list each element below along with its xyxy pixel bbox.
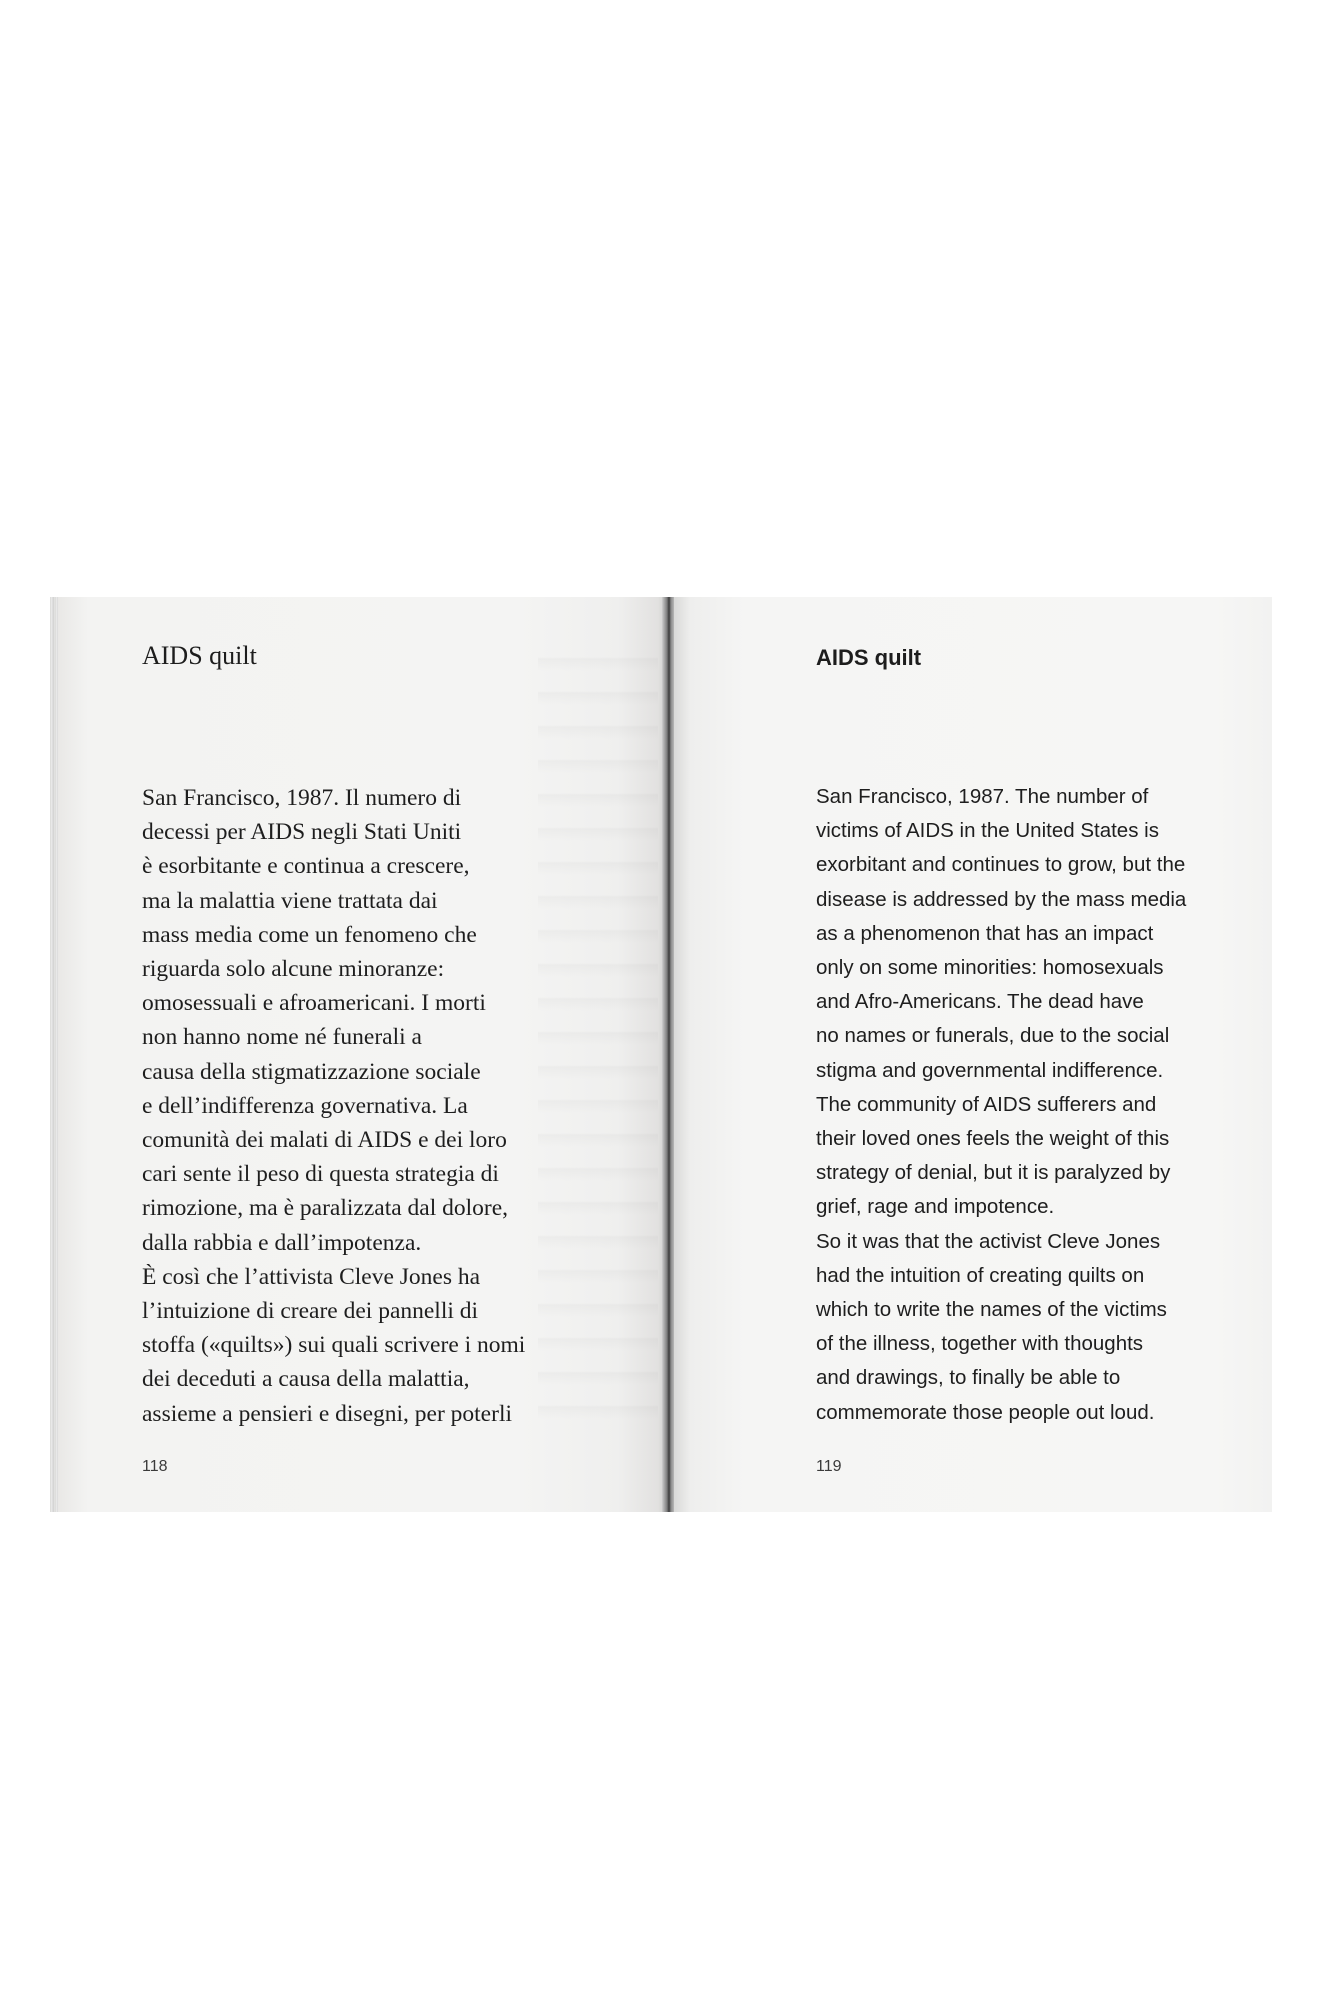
open-book bbox=[58, 597, 1272, 1512]
body-line: È così che l’attivista Cleve Jones ha bbox=[142, 1263, 481, 1290]
body-line: cari sente il peso di questa strategia di bbox=[142, 1161, 499, 1188]
body-line: So it was that the activist Cleve Jones bbox=[816, 1229, 1161, 1253]
body-line: and drawings, to finally be able to bbox=[816, 1366, 1121, 1390]
body-line: San Francisco, 1987. Il numero di bbox=[142, 785, 462, 811]
body-line: dei deceduti a causa della malattia, bbox=[142, 1366, 470, 1393]
body-line: exorbitant and continues to grow, but the bbox=[816, 853, 1186, 877]
body-line: assieme a pensieri e disegni, per poterli bbox=[142, 1400, 512, 1427]
body-line: dalla rabbia e dall’impotenza. bbox=[142, 1229, 422, 1256]
body-line: omosessuali e afroamericani. I morti bbox=[142, 990, 486, 1017]
right-page bbox=[674, 597, 1272, 1512]
body-line: only on some minorities: homosexuals bbox=[816, 956, 1164, 980]
body-line: è esorbitante e continua a crescere, bbox=[142, 853, 470, 880]
right-page-body bbox=[816, 780, 1186, 1430]
body-line: strategy of denial, but it is paralyzed by bbox=[816, 1161, 1171, 1185]
body-line: as a phenomenon that has an impact bbox=[816, 921, 1154, 945]
body-line: The community of AIDS sufferers and bbox=[816, 1092, 1157, 1116]
body-line: their loved ones feels the weight of this bbox=[816, 1127, 1170, 1151]
body-line: l’intuizione di creare dei pannelli di bbox=[142, 1298, 479, 1325]
body-line: victims of AIDS in the United States is bbox=[816, 819, 1159, 843]
left-page bbox=[58, 597, 666, 1512]
body-line: commemorate those people out loud. bbox=[816, 1400, 1155, 1424]
page-number-right: 119 bbox=[816, 1458, 842, 1475]
body-line: e dell’indifferenza governativa. La bbox=[142, 1092, 468, 1119]
body-line: decessi per AIDS negli Stati Uniti bbox=[142, 819, 462, 846]
body-line: of the illness, together with thoughts bbox=[816, 1332, 1144, 1356]
body-line: had the intuition of creating quilts on bbox=[816, 1263, 1145, 1287]
right-page-heading: AIDS quilt bbox=[816, 645, 922, 670]
body-line: which to write the names of the victims bbox=[816, 1298, 1167, 1322]
body-line: ma la malattia viene trattata dai bbox=[142, 887, 438, 914]
left-page-body bbox=[142, 781, 525, 1431]
body-line: comunità dei malati di AIDS e dei loro bbox=[142, 1127, 507, 1154]
body-line: stigma and governmental indifference. bbox=[816, 1058, 1164, 1082]
body-line: stoffa («quilts») sui quali scrivere i nomi bbox=[142, 1332, 526, 1359]
left-page-heading: AIDS quilt bbox=[142, 641, 257, 670]
body-line: no names or funerals, due to the social bbox=[816, 1024, 1170, 1048]
body-line: mass media come un fenomeno che bbox=[142, 921, 477, 948]
body-line: disease is addressed by the mass media bbox=[816, 887, 1187, 911]
body-line: causa della stigmatizzazione sociale bbox=[142, 1058, 481, 1085]
page-number-left: 118 bbox=[142, 1458, 168, 1475]
show-through-text bbox=[538, 637, 658, 1437]
body-line: rimozione, ma è paralizzata dal dolore, bbox=[142, 1195, 509, 1222]
body-line: non hanno nome né funerali a bbox=[142, 1024, 422, 1051]
body-line: riguarda solo alcune minoranze: bbox=[142, 956, 445, 983]
body-line: San Francisco, 1987. The number of bbox=[816, 785, 1149, 808]
body-line: grief, rage and impotence. bbox=[816, 1195, 1055, 1219]
body-line: and Afro-Americans. The dead have bbox=[816, 990, 1144, 1014]
